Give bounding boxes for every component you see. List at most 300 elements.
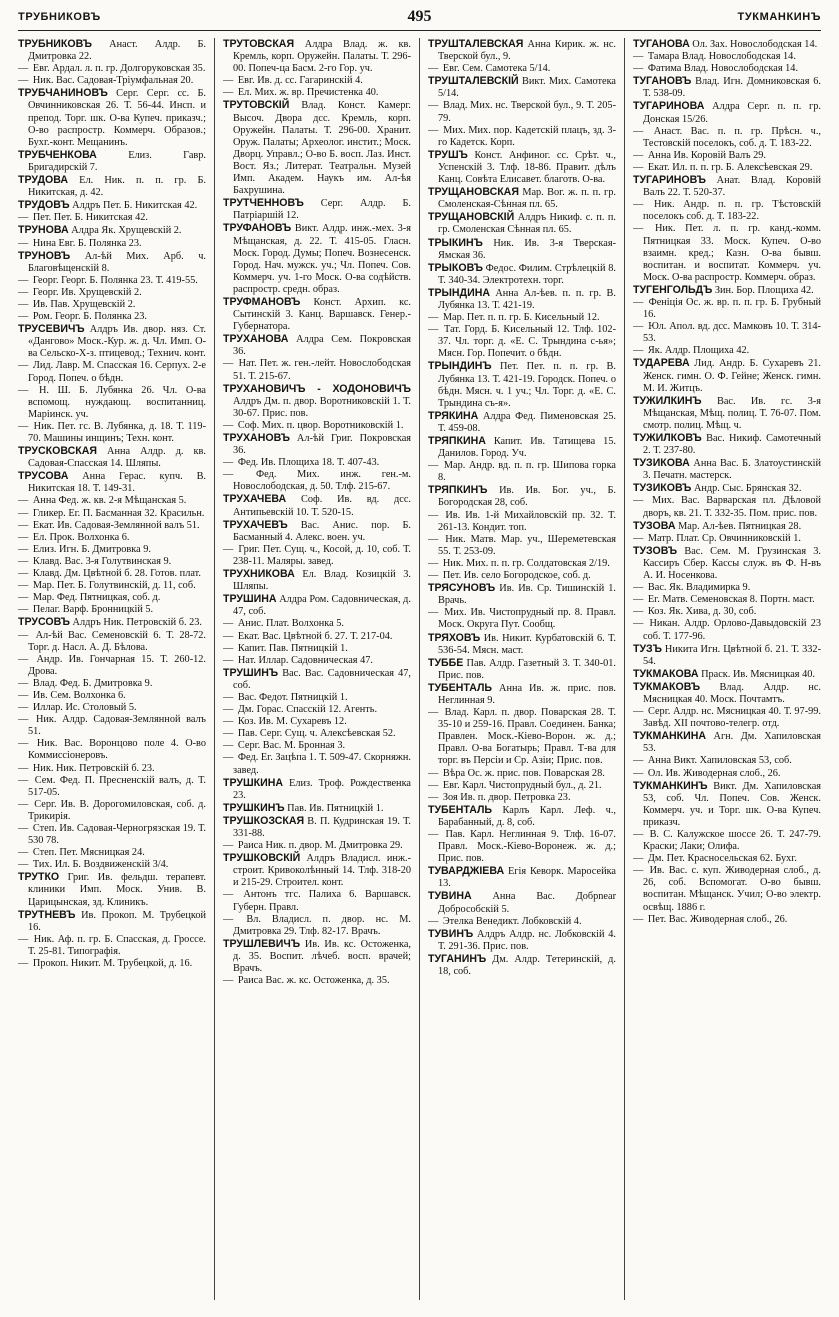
entry-details: Алдра Ром. Садовническая, д. 47, соб. (233, 594, 411, 618)
directory-entry (223, 519, 411, 544)
entry-details: Никан. Алдр. Орлово-Давыдовскій 23 соб. Т. 177-96. (643, 618, 821, 642)
directory-entry (633, 150, 821, 162)
directory-entry (428, 780, 616, 792)
repeat-dash: — (428, 63, 439, 75)
repeat-dash: — (223, 840, 234, 852)
directory-entry (18, 738, 206, 762)
entry-details: Вас. Федот. Пятницкій 1. (237, 691, 348, 703)
entry-details: Андр. Ив. Гончарная 15. Т. 260-12. Дрова. (28, 653, 206, 677)
entry-details: Ив. Вас. с. куп. Живодерная слоб., д. 26, соб. Вспомогат. О-во бывш. воспитан. Мѣщанск. Учил; О-во электр. освѣщ. 1886 г. (643, 865, 821, 913)
entry-details: Анна Алдр. д. кв. Садовая-Спасская 14. Шляпы. (28, 446, 206, 470)
entry-details: Конст. Анфиног. сс. Срѣт. ч., Успенскій 3. Тлф. 18-86. Правит. дѣлъ Канц. Совѣта Елисавет. благотв. О-ва. (438, 149, 616, 186)
surname: ТУЗЪ (633, 642, 662, 655)
repeat-dash: — (633, 296, 644, 308)
directory-entry (633, 520, 821, 533)
surname: ТУКМАКОВЪ (633, 680, 701, 693)
surname: ТРУТОВСКАЯ (223, 38, 295, 50)
entry-details: Григ. Ив. фельдш. терапевт. клиники Имп. Моск. Унив. В. Царицынская, зд. Клиникъ. (28, 872, 206, 908)
repeat-dash: — (633, 51, 644, 63)
repeat-dash: — (18, 823, 29, 834)
directory-entry (633, 126, 821, 150)
directory-entry (428, 865, 616, 890)
directory-entry (223, 493, 411, 518)
entry-details: Н. Ш. Б. Лубянка 26. Чл. О-ва вспомощ. нуждающ. воспитанниц. Маріинск. уч. (28, 384, 206, 420)
surname: ТРУШКИНА (223, 776, 284, 789)
directory-entry (428, 829, 616, 865)
directory-entry (633, 223, 821, 283)
directory-entry (223, 420, 411, 432)
directory-entry (18, 212, 206, 224)
repeat-dash: — (633, 865, 644, 877)
directory-entry (18, 38, 206, 63)
entry-details: Ив. Ив. кс. Остоженка, д. 35. Воспит. лѣчеб. восп. врачей; Врачъ. (233, 938, 411, 975)
repeat-dash: — (633, 853, 644, 865)
repeat-dash: — (18, 531, 29, 543)
directory-entry (223, 222, 411, 296)
entry-details: Ив. Ив. 1-й Михайловскій пр. 32. Т. 261-13. Кондит. топ. (438, 509, 616, 533)
repeat-dash: — (18, 237, 29, 249)
directory-entry (428, 682, 616, 707)
entry-details: В. П. Кудринская 19. Т. 331-88. (233, 815, 411, 839)
entry-details: Ол. Ив. Живодерная слоб., 26. (647, 767, 781, 779)
entry-details: Лид. Андр. Б. Сухаревъ 21. Женск. гимн. О. Ф. Гейне; Женск. гимн. М. И. Житцъ. (643, 358, 821, 394)
entry-details: Ел. Мих. ж. вр. Пречистенка 40. (237, 87, 379, 99)
entry-details: Ник. Вас. Садовая-Тріумфальная 20. (32, 75, 194, 87)
directory-entry (18, 568, 206, 580)
repeat-dash: — (223, 716, 234, 728)
surname: ТУББЕ (428, 656, 464, 669)
repeat-dash: — (428, 557, 439, 569)
directory-entry (223, 643, 411, 655)
surname: ТРУСОВА (18, 470, 69, 483)
entry-details: Вас. Сем. М. Грузинская 3. Кассиръ Сбер. Кассы служ. въ Ф. Н-въ А. И. Носенкова. (643, 545, 821, 582)
directory-entry (428, 928, 616, 953)
entry-details: Анна Вас. Б. Златоустинскій 3. Печатн. мастерск. (643, 458, 821, 482)
directory-entry (428, 312, 616, 324)
repeat-dash: — (223, 728, 234, 740)
entry-details: Серг. Алдр. нс. Мясницкая 40. Т. 97-99. Завѣд. XII почтово-телегр. отд. (643, 706, 821, 730)
directory-entry (633, 755, 821, 767)
repeat-dash: — (223, 469, 234, 481)
entry-details: Зоя Ив. п. двор. Петровка 23. (442, 791, 571, 803)
header-right-entry: ТУКМАНКИНЪ (737, 11, 821, 23)
directory-entry (633, 643, 821, 668)
entry-details: Ив. Сем. Волхонка 6. (32, 689, 126, 701)
entry-details: Ник. Матв. Мар. уч., Шереметевская 55. Т. 253-09. (438, 533, 616, 557)
entry-details: Ив. Пав. Хрущевскій 2. (32, 298, 136, 310)
entry-details: Этелка Венедикт. Лобковскій 4. (442, 915, 582, 927)
directory-entry (633, 432, 821, 457)
entry-details: Пав. Серг. Сущ. ч. Алексѣевская 52. (237, 728, 396, 740)
directory-entry (428, 916, 616, 928)
directory-entry (18, 470, 206, 495)
entry-details: Тат. Горд. Б. Кисельный 12. Тлф. 102-37. Чл. торг. д. «Е. С. Трындина с-ья»; Мясн. Гор. Попечит. о бѣдн. (438, 324, 616, 360)
entry-details: Анна Кирик. ж. нс. Тверской бул., 9. (438, 39, 616, 63)
entry-details: Иллар. Ис. Столовый 5. (32, 702, 137, 714)
entry-details: Ник. Андр. п. п. гр. Тѣстовскій поселокъ соб. д. Т. 183-22. (643, 199, 821, 223)
entry-details: Екат. Вас. Цвѣтной б. 27. Т. 217-04. (237, 630, 393, 642)
directory-entry (428, 149, 616, 186)
entry-details: Вас. Як. Владимирка 9. (647, 582, 751, 594)
repeat-dash: — (18, 555, 29, 567)
entry-details: Григ. Пет. Сущ. ч., Косой, д. 10, соб. Т. 238-11. Маляры. завед. (233, 543, 411, 567)
entry-details: Екат. Ив. Садовая-Землянной валъ 51. (32, 519, 200, 531)
directory-entry (18, 250, 206, 275)
page-number: 495 (407, 8, 432, 25)
surname: ТРЫКИНЪ (428, 236, 483, 249)
directory-entry (18, 275, 206, 287)
directory-entry (18, 445, 206, 470)
repeat-dash: — (633, 63, 644, 75)
directory-entry (18, 360, 206, 384)
repeat-dash: — (18, 847, 29, 859)
directory-entry (428, 558, 616, 570)
directory-entry (18, 238, 206, 250)
directory-entry (223, 667, 411, 692)
surname: ТРЯПКИНА (428, 435, 486, 447)
surname: ТУЗОВЪ (633, 544, 678, 557)
entry-details: Алдръ Ник. Петровскій б. 23. (72, 617, 202, 629)
entry-details: Викт. Мих. Самотека 5/14. (438, 76, 616, 100)
surname: ТРУШТАЛЕВСКІЙ (428, 75, 519, 88)
directory-column-4 (633, 38, 821, 1308)
directory-entry (18, 847, 206, 859)
directory-entry (633, 706, 821, 730)
directory-entry (633, 357, 821, 394)
entry-details: Вас. Вас. Садовническая 47, соб. (233, 667, 411, 691)
entry-details: Соф. Мих. п. цвор. Воротниковскій 1. (237, 419, 404, 431)
directory-entry (428, 804, 616, 829)
directory-entry (18, 287, 206, 299)
surname: ТРУШТАЛЕВСКАЯ (428, 38, 524, 50)
directory-entry (633, 914, 821, 926)
entry-details: Анна Викт. Хапиловская 53, соб. (647, 755, 792, 767)
surname: ТУБЕНТАЛЬ (428, 803, 493, 816)
surname: ТРЯКИНА (428, 409, 479, 422)
entry-details: Влад. Фед. Б. Дмитровка 9. (32, 677, 153, 689)
entry-details: Евг. Ив. д. сс. Гагаринскій 4. (237, 75, 363, 87)
surname: ТРУТНЕВЪ (18, 908, 76, 921)
directory-entry (223, 358, 411, 382)
directory-entry (633, 162, 821, 174)
repeat-dash: — (223, 975, 234, 987)
directory-entry (428, 890, 616, 915)
surname: ТРУСКОВСКАЯ (18, 445, 97, 458)
entry-details: Нина Евг. Б. Полянка 23. (32, 237, 142, 249)
entry-details: Ник. Ив. 3-я Тверская-Ямская 36. (438, 237, 616, 261)
repeat-dash: — (223, 642, 234, 654)
repeat-dash: — (18, 702, 29, 714)
directory-entry (18, 323, 206, 360)
entry-details: Елиз. Гавр. Бригадирскій 7. (28, 149, 206, 173)
entry-details: Праск. Ив. Мясницкая 40. (701, 668, 815, 680)
entry-details: Нат. Пет. ж. ген.-лейт. Новослободская 51. Т. 215-67. (233, 358, 411, 382)
directory-entry (18, 556, 206, 568)
directory-entry (428, 582, 616, 607)
directory-entry (428, 360, 616, 409)
directory-entry (223, 802, 411, 815)
repeat-dash: — (18, 580, 29, 592)
directory-entry (18, 63, 206, 75)
entry-details: Викт. Алдр. инж.-мех. 3-я Мѣщанская, д. 22. Т. 415-05. Гласн. Моск. Город. Думы; Попеч. Вознесенск. Город. Нач. мужск. уч.; Чл. Попеч. Сов. Коммерч. уч. 1-го Моск. О-ва содѣйств. распростр. средн. образ. (233, 223, 411, 295)
surname: ТРУШКИНЪ (223, 801, 285, 814)
directory-entry (428, 100, 616, 124)
repeat-dash: — (633, 495, 644, 507)
entry-details: Елиз. Игн. Б. Дмитровка 9. (32, 543, 151, 555)
surname: ТУЗИКОВЪ (633, 482, 692, 495)
entry-details: Анна Герас. купч. В. Никитская 18. Т. 149-31. (28, 471, 206, 495)
entry-details: Андр. Сыс. Брянская 32. (693, 483, 802, 495)
entry-details: Алдра Серг. п. п. гр. Донская 15/26. (643, 101, 821, 125)
repeat-dash: — (633, 706, 644, 718)
directory-entry (428, 707, 616, 767)
surname: ТРУХАНОВЪ (223, 432, 290, 444)
directory-entry (223, 752, 411, 776)
surname: ТУГАРИНОВЪ (633, 174, 706, 187)
entry-details: Мих. Вас. Варварская пл. Дѣловой дворъ, кв. 21. Т. 332-35. Пом. прис. пов. (643, 495, 821, 519)
entry-details: Евг. Ардал. л. п. гр. Долгоруковская 35. (32, 63, 206, 75)
entry-details: Анна Ал-ѣев. п. п. гр. В. Лубянка 13. Т. 421-19. (438, 287, 616, 311)
entry-details: Георг. Ив. Хрущевскій 2. (32, 286, 142, 298)
entry-details: Конст. Архип. кс. Сытинскій 3. Канц. Варшавск. Генер.-Губернатора. (233, 296, 411, 333)
directory-entry (633, 482, 821, 495)
repeat-dash: — (633, 767, 644, 779)
entry-details: Ник. Алдр. Садовая-Землянной валъ 51. (28, 714, 206, 738)
entry-details: Влад. Алдр. нс. Мясницкая 40. Моск. Почтамтъ. (643, 681, 821, 705)
entry-details: Пет. Пет. Б. Никитская 42. (32, 212, 148, 224)
directory-entry (18, 592, 206, 604)
surname: ТУГЕНГОЛЬДЪ (633, 283, 713, 296)
repeat-dash: — (18, 298, 29, 310)
surname: ТРУХАЧЕВА (223, 493, 287, 506)
directory-entry (18, 702, 206, 714)
repeat-dash: — (633, 223, 644, 235)
repeat-dash: — (18, 762, 29, 774)
entry-details: Мих. Ив. Чистопрудный пр. 8. Правл. Моск. Округа Пут. Сообщ. (438, 607, 616, 631)
repeat-dash: — (633, 345, 644, 357)
entry-details: Мар. Вог. ж. п. п. гр. Смоленская-Сѣнная пл. 65. (438, 187, 616, 211)
entry-details: Капит. Ив. Татищева 15. Данилов. Город. Уч. (438, 436, 616, 460)
repeat-dash: — (18, 274, 29, 286)
directory-entry (223, 618, 411, 630)
surname: ТРУНОВА (18, 224, 69, 237)
entry-details: Ник. Ник. Петровскій б. 23. (32, 762, 155, 774)
directory-entry (18, 508, 206, 520)
entry-details: Мар. Андр. вд. п. п. гр. Шипова горка 8. (438, 460, 616, 484)
entry-details: Дм. Алдр. Тетеринскій, д. 18, соб. (438, 953, 616, 978)
surname: ТРУСЕВИЧЪ (18, 323, 85, 336)
directory-entry (223, 938, 411, 975)
surname: ТРУБНИКОВЪ (18, 38, 92, 50)
surname: ТРУТЧЕННОВЪ (223, 197, 304, 210)
directory-entry (428, 534, 616, 558)
entry-details: Анаст. Вас. п. п. гр. Прѣсн. ч., Тестовскій поселокъ, соб. д. Т. 183-22. (643, 125, 821, 149)
repeat-dash: — (633, 199, 644, 211)
repeat-dash: — (223, 543, 234, 555)
surname: ТУБЕНТАЛЬ (428, 681, 493, 694)
repeat-dash: — (223, 691, 234, 703)
entry-details: Ал-ѣй Вас. Семеновскій 6. Т. 28-72. Торг. д. Насл. А. Д. Бѣлова. (28, 629, 206, 653)
entry-details: Антонъ тгс. Палиха 6. Варшавск. Губерн. Правл. (233, 889, 411, 913)
entry-details: Пет. Пет. п. п. гр. В. Лубянка 13. Т. 421-19. Городск. Попеч. о бѣдн. Мясн. ч. 1 уч.; Чл. Торг. д. «Е. С. Трындина съ-я». (438, 361, 616, 409)
entry-details: Вл. Владисл. п. двор. нс. М. Дмитровка 29. Тлф. 82-17. Врачъ. (233, 913, 411, 937)
entry-details: Алдра Фед. Пименовская 25. Т. 459-08. (438, 410, 616, 434)
entry-details: Анна Ив. Коровій Валъ 29. (647, 149, 766, 161)
entry-details: Вѣра Ос. ж. прис. пов. Поварская 28. (442, 767, 605, 779)
directory-column-1 (18, 38, 206, 1308)
directory-entry (633, 618, 821, 642)
repeat-dash: — (633, 125, 644, 137)
entry-details: Ник. Вас. Воронцово поле 4. О-во Коммиссіонеровъ. (28, 738, 206, 762)
repeat-dash: — (18, 798, 29, 810)
entry-details: Прокоп. Никит. М. Трубецкой, д. 16. (32, 958, 193, 970)
directory-entry (428, 38, 616, 63)
entry-details: Елиз. Троф. Рождественка 23. (233, 777, 411, 801)
directory-entry (633, 730, 821, 755)
repeat-dash: — (18, 677, 29, 689)
entry-details: В. С. Калужское шоссе 26. Т. 247-79. Краски; Лаки; Олифа. (643, 829, 821, 853)
directory-entry (428, 768, 616, 780)
entry-details: Пав. Ив. Пятницкій 1. (287, 802, 384, 814)
entry-details: Мар. Пет. Б. Голутвинскій, д. 11, соб. (32, 580, 196, 592)
entry-details: Раиса Ник. п. двор. М. Дмитровка 29. (237, 840, 403, 852)
entry-details: Влад. Карл. п. двор. Поварская 28. Т. 35-10 и 259-16. Правл. Соединен. Банка; Правлен. Моск.-Кіево-Ворон. ж. д.; Правл. О-ва Богатырь; Правл. Т-ва для торг. въ Персіи и Ср. Азіи; Прис. пов. (438, 707, 616, 767)
entry-details: Алдръ Алдр. нс. Лобковскій 4. Т. 291-36. Прис. пов. (438, 928, 616, 952)
repeat-dash: — (633, 913, 644, 925)
entry-details: Клавд. Дм. Цвѣтной б. 28. Готов. плат. (32, 568, 201, 580)
entry-details: Никита Игн. Цвѣтной б. 21. Т. 332-54. (643, 643, 821, 667)
entry-details: Серг. Вас. М. Бронная 3. (237, 740, 346, 752)
repeat-dash: — (428, 124, 439, 136)
directory-entry (18, 690, 206, 702)
repeat-dash: — (428, 312, 439, 324)
entry-details: Влад. Мих. нс. Тверской бул., 9. Т. 205-79. (438, 100, 616, 124)
directory-entry (428, 125, 616, 149)
repeat-dash: — (428, 791, 439, 803)
directory-entry (633, 51, 821, 63)
entry-details: Вас. Ив. гс. 3-я Мѣщанская, Мѣщ. полиц. Т. 76-07. Пом. смотр. полиц. Мѣщ. ч. (643, 395, 821, 431)
entry-details: Пелаг. Варф. Бронницкій 5. (32, 604, 154, 616)
surname: ТРУХАЧЕВЪ (223, 518, 288, 531)
repeat-dash: — (428, 607, 439, 619)
directory-entry (633, 829, 821, 853)
directory-entry (428, 953, 616, 978)
directory-entry (223, 333, 411, 358)
repeat-dash: — (633, 829, 644, 840)
surname: ТУЖИЛКОВЪ (633, 432, 702, 444)
directory-entry (223, 815, 411, 840)
directory-entry (223, 457, 411, 469)
entry-details: Ив. Ив. Ср. Тишинскій 1. Врачь. (438, 583, 616, 607)
directory-entry (633, 174, 821, 199)
repeat-dash: — (18, 311, 29, 323)
directory-entry (428, 262, 616, 287)
entry-details: Егія Кеворк. Маросейка 13. (438, 866, 616, 890)
entry-details: Пав. Карл. Неглинная 9. Тлф. 16-07. Правл. Моск.-Кіево-Воронеж. ж. д.; Прис. пов. (438, 829, 616, 865)
entry-details: Мар. Пет. п. п. гр. Б. Кисельный 12. (442, 312, 600, 324)
surname: ТРУТОВСКІЙ (223, 99, 290, 112)
surname: ТУЗИКОВА (633, 457, 690, 470)
entry-details: Ег. Матв. Семеновская 8. Портн. маст. (647, 594, 815, 606)
entry-details: Коз. Ив. М. Сухаревъ 12. (237, 716, 347, 728)
directory-entry (633, 100, 821, 125)
surname: ТРУШИНА (223, 593, 277, 606)
directory-entry (18, 678, 206, 690)
entry-details: Юл. Апол. вд. дсс. Мамковъ 10. Т. 314-53. (643, 321, 821, 345)
repeat-dash: — (633, 161, 644, 173)
entry-details: Анат. Влад. Коровій Валъ 22. Т. 520-37. (643, 175, 821, 199)
directory-entry (18, 763, 206, 775)
entry-details: Серг. Ив. В. Дорогомиловская, соб. д. Трикирія. (28, 798, 206, 822)
repeat-dash: — (428, 509, 439, 521)
directory-entry (633, 395, 821, 432)
directory-entry (18, 421, 206, 445)
entry-details: Влад. Конст. Камерг. Высоч. Двора дсс. Кремль, корп. Оружейн. Палаты. Т. 296-00. Хранит. Оруж. Палаты; Археолог. инстит.; Моск. Дворц. Управл.; О-во Б. восп. Лаз. Инст. Вост. Яз.; Литерат. Театральн. Музей Имп. Академ. Наукъ им. Ал-ѣя Бахрушина. (233, 100, 411, 197)
entry-details: Карлъ Карл. Леф. ч., Барабанный, д. 8, соб. (438, 804, 616, 828)
repeat-dash: — (18, 714, 29, 726)
repeat-dash: — (18, 420, 29, 432)
entry-details: Евг. Сем. Самотека 5/14. (442, 63, 551, 75)
repeat-dash: — (18, 495, 29, 507)
repeat-dash: — (18, 286, 29, 298)
repeat-dash: — (18, 689, 29, 701)
repeat-dash: — (428, 533, 439, 545)
directory-entry (428, 607, 616, 631)
surname: ТРЫНДИНЪ (428, 360, 492, 373)
surname: ТРЫНДИНА (428, 286, 491, 299)
repeat-dash: — (18, 629, 29, 641)
repeat-dash: — (223, 889, 234, 901)
surname: ТУГАРИНОВА (633, 100, 705, 113)
directory-entry (428, 570, 616, 582)
entry-details: Раиса Вас. ж. кс. Остоженка, д. 35. (237, 975, 390, 987)
repeat-dash: — (18, 592, 29, 604)
repeat-dash: — (18, 384, 29, 396)
directory-entry (18, 149, 206, 174)
directory-entry (633, 495, 821, 519)
directory-entry (223, 75, 411, 87)
entry-details: Ник. Аф. п. гр. Б. Спасская, д. Гроссе. Т. 25-81. Типографія. (28, 933, 206, 957)
directory-entry (223, 914, 411, 938)
entry-details: Ив. Никит. Курбатовскій 6. Т. 536-54. Мясн. маст. (438, 632, 616, 656)
entry-details: Алдръ Ив. двор. няз. Ст. «Дангово» Моск.-Кур. ж. д. Чл. Имп. О-ва Сельско-Х-з. птицевод.; Технич. конт. (28, 324, 206, 360)
entry-details: Нат. Иллар. Садовническая 47. (237, 654, 373, 666)
entry-details: Викт. Дм. Хапиловская 53, соб. Чл. Попеч. Сов. Женск. Коммерч. уч. и Торг. шк. О-ва Купеч. приказч. (643, 780, 821, 828)
entry-details: Капит. Пав. Пятницкій 1. (237, 642, 348, 654)
repeat-dash: — (633, 594, 644, 606)
entry-details: Мар. Фед. Пятницкая, соб. д. (32, 592, 161, 604)
surname: ТРУБЧАНИНОВЪ (18, 87, 108, 100)
entry-details: Фед. Ег. Зацѣпа 1. Т. 509-47. Скорняжн. завед. (233, 752, 411, 776)
repeat-dash: — (633, 321, 644, 333)
entry-details: Ром. Георг. Б. Полянка 23. (32, 311, 147, 323)
entry-details: Пет. Вас. Живодерная слоб., 26. (647, 913, 788, 925)
surname: ТРЯХОВЪ (428, 631, 481, 644)
entry-details: Алдра Сем. Покровская 36. (233, 334, 411, 358)
entry-details: Серг. Серг. сс. Б. Овчинниковская 26. Т. 56-44. Инсп. и препод. Торг. шк. О-ва Купеч. приказч.; О-во распростр. Коммерч. Образов.; Бухг.-конт. Мещанинъ. (28, 88, 206, 148)
directory-entry (633, 668, 821, 681)
directory-entry (633, 545, 821, 582)
directory-entry (223, 704, 411, 716)
directory-entry (18, 799, 206, 823)
entry-details: Пет. Ив. село Богородское, соб. д. (442, 570, 591, 582)
directory-entry (18, 604, 206, 616)
repeat-dash: — (633, 532, 644, 544)
directory-columns (18, 38, 821, 1308)
directory-entry (18, 87, 206, 148)
entry-details: Влад. Игн. Домниковская 6. Т. 538-09. (643, 76, 821, 100)
surname: ТРУХАНОВА (223, 333, 289, 346)
